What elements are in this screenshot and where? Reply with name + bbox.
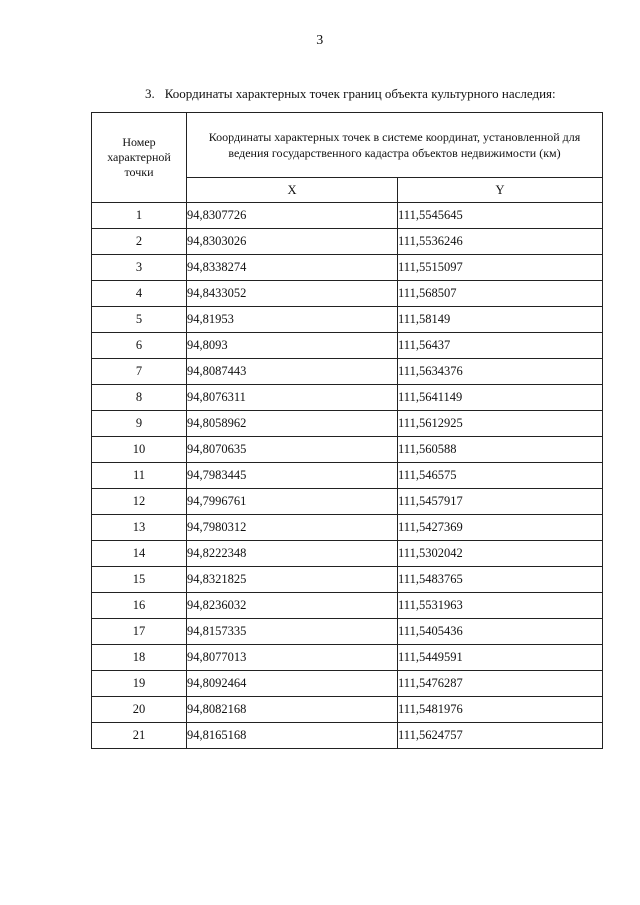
table-row bbox=[92, 619, 603, 645]
x-coordinate-cell: 94,8433052 bbox=[187, 281, 398, 307]
x-coordinate-cell: 94,8222348 bbox=[187, 541, 398, 567]
point-number-cell: 4 bbox=[92, 281, 187, 307]
section-heading bbox=[145, 86, 556, 102]
point-number-cell: 3 bbox=[92, 255, 187, 281]
point-number-cell: 7 bbox=[92, 359, 187, 385]
y-coordinate-cell: 111,5515097 bbox=[398, 255, 603, 281]
point-number-cell: 2 bbox=[92, 229, 187, 255]
y-coordinate-cell: 111,5457917 bbox=[398, 489, 603, 515]
table-body bbox=[92, 203, 603, 749]
table-row bbox=[92, 593, 603, 619]
point-number-cell: 13 bbox=[92, 515, 187, 541]
y-coordinate-cell: 111,5302042 bbox=[398, 541, 603, 567]
section-number: 3. bbox=[145, 86, 155, 101]
x-coordinate-cell: 94,8303026 bbox=[187, 229, 398, 255]
point-number-cell: 17 bbox=[92, 619, 187, 645]
x-coordinate-cell: 94,7980312 bbox=[187, 515, 398, 541]
x-coordinate-cell: 94,8338274 bbox=[187, 255, 398, 281]
point-number-cell: 10 bbox=[92, 437, 187, 463]
y-coordinate-cell: 111,5634376 bbox=[398, 359, 603, 385]
table-row bbox=[92, 359, 603, 385]
x-coordinate-cell: 94,8058962 bbox=[187, 411, 398, 437]
point-number-cell: 6 bbox=[92, 333, 187, 359]
table-row bbox=[92, 203, 603, 229]
x-coordinate-cell: 94,7983445 bbox=[187, 463, 398, 489]
y-coordinate-cell: 111,5476287 bbox=[398, 671, 603, 697]
y-coordinate-cell: 111,5612925 bbox=[398, 411, 603, 437]
y-coordinate-cell: 111,58149 bbox=[398, 307, 603, 333]
table-row bbox=[92, 671, 603, 697]
x-coordinate-cell: 94,8165168 bbox=[187, 723, 398, 749]
section-title: Координаты характерных точек границ объекта культурного наследия: bbox=[164, 86, 556, 101]
y-coordinate-cell: 111,56437 bbox=[398, 333, 603, 359]
table-row bbox=[92, 229, 603, 255]
header-x: X bbox=[187, 178, 398, 203]
point-number-cell: 5 bbox=[92, 307, 187, 333]
header-point-number: Номер характерной точки bbox=[92, 113, 187, 203]
header-y: Y bbox=[398, 178, 603, 203]
point-number-cell: 12 bbox=[92, 489, 187, 515]
point-number-cell: 9 bbox=[92, 411, 187, 437]
y-coordinate-cell: 111,560588 bbox=[398, 437, 603, 463]
x-coordinate-cell: 94,8321825 bbox=[187, 567, 398, 593]
table-row bbox=[92, 723, 603, 749]
point-number-cell: 19 bbox=[92, 671, 187, 697]
table-row bbox=[92, 437, 603, 463]
x-coordinate-cell: 94,8077013 bbox=[187, 645, 398, 671]
header-coordinates: Координаты характерных точек в системе координат, установленной для ведения государственного кадастра объектов недвижимости (км) bbox=[187, 113, 603, 178]
y-coordinate-cell: 111,568507 bbox=[398, 281, 603, 307]
table-row bbox=[92, 697, 603, 723]
table-row bbox=[92, 333, 603, 359]
point-number-cell: 8 bbox=[92, 385, 187, 411]
point-number-cell: 20 bbox=[92, 697, 187, 723]
x-coordinate-cell: 94,81953 bbox=[187, 307, 398, 333]
x-coordinate-cell: 94,8157335 bbox=[187, 619, 398, 645]
y-coordinate-cell: 111,5449591 bbox=[398, 645, 603, 671]
table-row bbox=[92, 385, 603, 411]
table-row bbox=[92, 541, 603, 567]
table-row bbox=[92, 281, 603, 307]
x-coordinate-cell: 94,8236032 bbox=[187, 593, 398, 619]
table-row bbox=[92, 411, 603, 437]
point-number-cell: 18 bbox=[92, 645, 187, 671]
x-coordinate-cell: 94,7996761 bbox=[187, 489, 398, 515]
y-coordinate-cell: 111,5483765 bbox=[398, 567, 603, 593]
point-number-cell: 11 bbox=[92, 463, 187, 489]
point-number-cell: 16 bbox=[92, 593, 187, 619]
y-coordinate-cell: 111,5545645 bbox=[398, 203, 603, 229]
y-coordinate-cell: 111,5624757 bbox=[398, 723, 603, 749]
point-number-cell: 15 bbox=[92, 567, 187, 593]
y-coordinate-cell: 111,5481976 bbox=[398, 697, 603, 723]
x-coordinate-cell: 94,8087443 bbox=[187, 359, 398, 385]
x-coordinate-cell: 94,8076311 bbox=[187, 385, 398, 411]
table-row bbox=[92, 515, 603, 541]
y-coordinate-cell: 111,5427369 bbox=[398, 515, 603, 541]
x-coordinate-cell: 94,8092464 bbox=[187, 671, 398, 697]
table-row bbox=[92, 463, 603, 489]
x-coordinate-cell: 94,8070635 bbox=[187, 437, 398, 463]
y-coordinate-cell: 111,5531963 bbox=[398, 593, 603, 619]
y-coordinate-cell: 111,5405436 bbox=[398, 619, 603, 645]
table-row bbox=[92, 307, 603, 333]
point-number-cell: 21 bbox=[92, 723, 187, 749]
x-coordinate-cell: 94,8082168 bbox=[187, 697, 398, 723]
y-coordinate-cell: 111,5641149 bbox=[398, 385, 603, 411]
table-row bbox=[92, 567, 603, 593]
table-row bbox=[92, 645, 603, 671]
page-number: 3 bbox=[316, 33, 324, 48]
point-number-cell: 14 bbox=[92, 541, 187, 567]
y-coordinate-cell: 111,546575 bbox=[398, 463, 603, 489]
x-coordinate-cell: 94,8093 bbox=[187, 333, 398, 359]
point-number-cell: 1 bbox=[92, 203, 187, 229]
y-coordinate-cell: 111,5536246 bbox=[398, 229, 603, 255]
x-coordinate-cell: 94,8307726 bbox=[187, 203, 398, 229]
coordinates-table bbox=[91, 112, 603, 749]
table-row bbox=[92, 255, 603, 281]
table-row bbox=[92, 489, 603, 515]
